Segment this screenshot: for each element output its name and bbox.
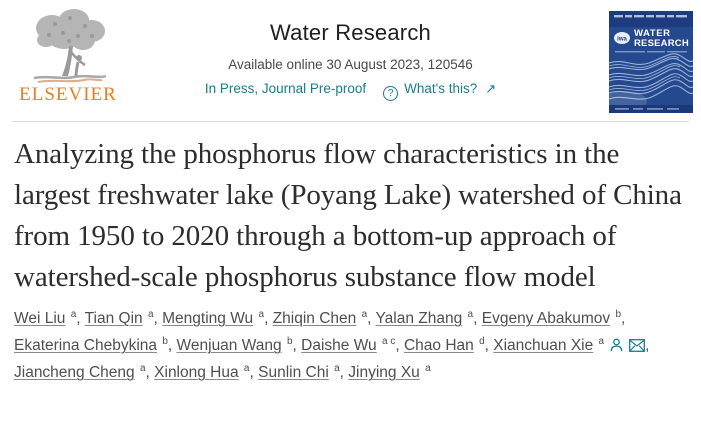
journal-header-info [0, 20, 701, 101]
author-affiliation-sup: a [258, 308, 265, 320]
author-name: Evgeny Abakumov [481, 310, 611, 327]
author-separator: , [167, 337, 177, 354]
author-name: Yalan Zhang [375, 310, 463, 327]
author-affiliation-sup: d [479, 335, 485, 347]
author-separator: , [367, 310, 376, 327]
header-divider [12, 121, 689, 122]
external-link-arrow-icon: ↗ [485, 81, 497, 96]
whats-this-link[interactable]: What's this? [404, 81, 478, 96]
author-affiliation-sup: a [243, 362, 250, 374]
author-affiliation-sup: a [425, 362, 431, 374]
author-link[interactable] [14, 310, 76, 327]
in-press-link[interactable]: In Press, Journal Pre-proof [204, 81, 367, 96]
author-affiliation-sup: a c [382, 335, 396, 347]
author-name: Ekaterina Chebykina [14, 337, 158, 354]
author-link[interactable] [348, 364, 430, 381]
author-link[interactable] [482, 310, 621, 327]
author-affiliation-sup: b [615, 308, 621, 320]
author-link[interactable] [14, 364, 146, 381]
author-link[interactable] [404, 337, 485, 354]
author-name: Zhiqin Chen [272, 310, 357, 327]
author-name: Daishe Wu [301, 337, 377, 354]
author-separator: , [339, 364, 349, 381]
envelope-icon[interactable] [629, 339, 645, 352]
author-name: Wenjuan Wang [176, 337, 282, 354]
journal-cover-thumbnail[interactable] [609, 11, 693, 113]
author-name: Tian Qin [84, 310, 143, 327]
author-affiliation-sup: a [598, 335, 605, 347]
author-link[interactable] [258, 364, 340, 381]
question-circle-icon[interactable]: ? [383, 86, 398, 101]
author-separator: , [645, 337, 650, 354]
article-title: Analyzing the phosphorus flow characteristics in the largest freshwater lake (Poyang Lake) watershed of China from 1950 to 2020 through a bottom-up approach of watershed-scale phosphorus substance flow model [14, 138, 682, 293]
cover-title-line1: WATER [634, 28, 671, 39]
author-affiliation-sup: a [147, 308, 154, 320]
author-separator: , [473, 310, 482, 327]
journal-title-link[interactable]: Water Research [270, 20, 431, 45]
author-affiliation-sup: a [334, 362, 340, 374]
author-link[interactable] [162, 310, 264, 327]
status-row [0, 81, 701, 101]
author-separator: , [292, 337, 302, 354]
author-link[interactable] [14, 337, 168, 354]
author-name: Jinying Xu [348, 364, 420, 381]
author-separator: , [264, 310, 273, 327]
author-separator: , [249, 364, 259, 381]
author-separator: , [621, 310, 626, 327]
author-separator: , [395, 337, 404, 354]
author-separator: , [145, 364, 155, 381]
author-link[interactable] [154, 364, 249, 381]
author-affiliation-sup: a [139, 362, 146, 374]
author-link[interactable] [177, 337, 293, 354]
author-affiliation-sup: a [361, 308, 368, 320]
author-name: Sunlin Chi [258, 364, 329, 381]
author-affiliation-sup: a [467, 308, 474, 320]
author-name: Xinlong Hua [154, 364, 239, 381]
author-link[interactable] [493, 337, 645, 354]
author-link[interactable] [375, 310, 473, 327]
author-separator: , [484, 337, 494, 354]
author-affiliation-sup: b [162, 335, 168, 347]
author-name: Jiancheng Cheng [14, 364, 135, 381]
article-header [0, 0, 701, 121]
available-online-text: Available online 30 August 2023, 120546 [228, 57, 473, 72]
cover-title-line2: RESEARCH [634, 38, 689, 49]
author-separator: , [153, 310, 163, 327]
author-list [14, 305, 690, 386]
iwa-logo-text: iwa [617, 36, 627, 43]
author-affiliation-sup: b [286, 335, 293, 347]
author-name: Chao Han [403, 337, 474, 354]
person-icon [609, 338, 624, 352]
author-affiliation-sup: a [70, 308, 77, 320]
elsevier-wordmark: ELSEVIER [19, 84, 117, 105]
author-link[interactable] [85, 310, 154, 327]
author-link[interactable] [273, 310, 367, 327]
author-name: Wei Liu [14, 310, 66, 327]
author-link[interactable] [301, 337, 395, 354]
author-name: Xianchuan Xie [493, 337, 594, 354]
author-separator: , [76, 310, 85, 327]
author-name: Mengting Wu [162, 310, 254, 327]
